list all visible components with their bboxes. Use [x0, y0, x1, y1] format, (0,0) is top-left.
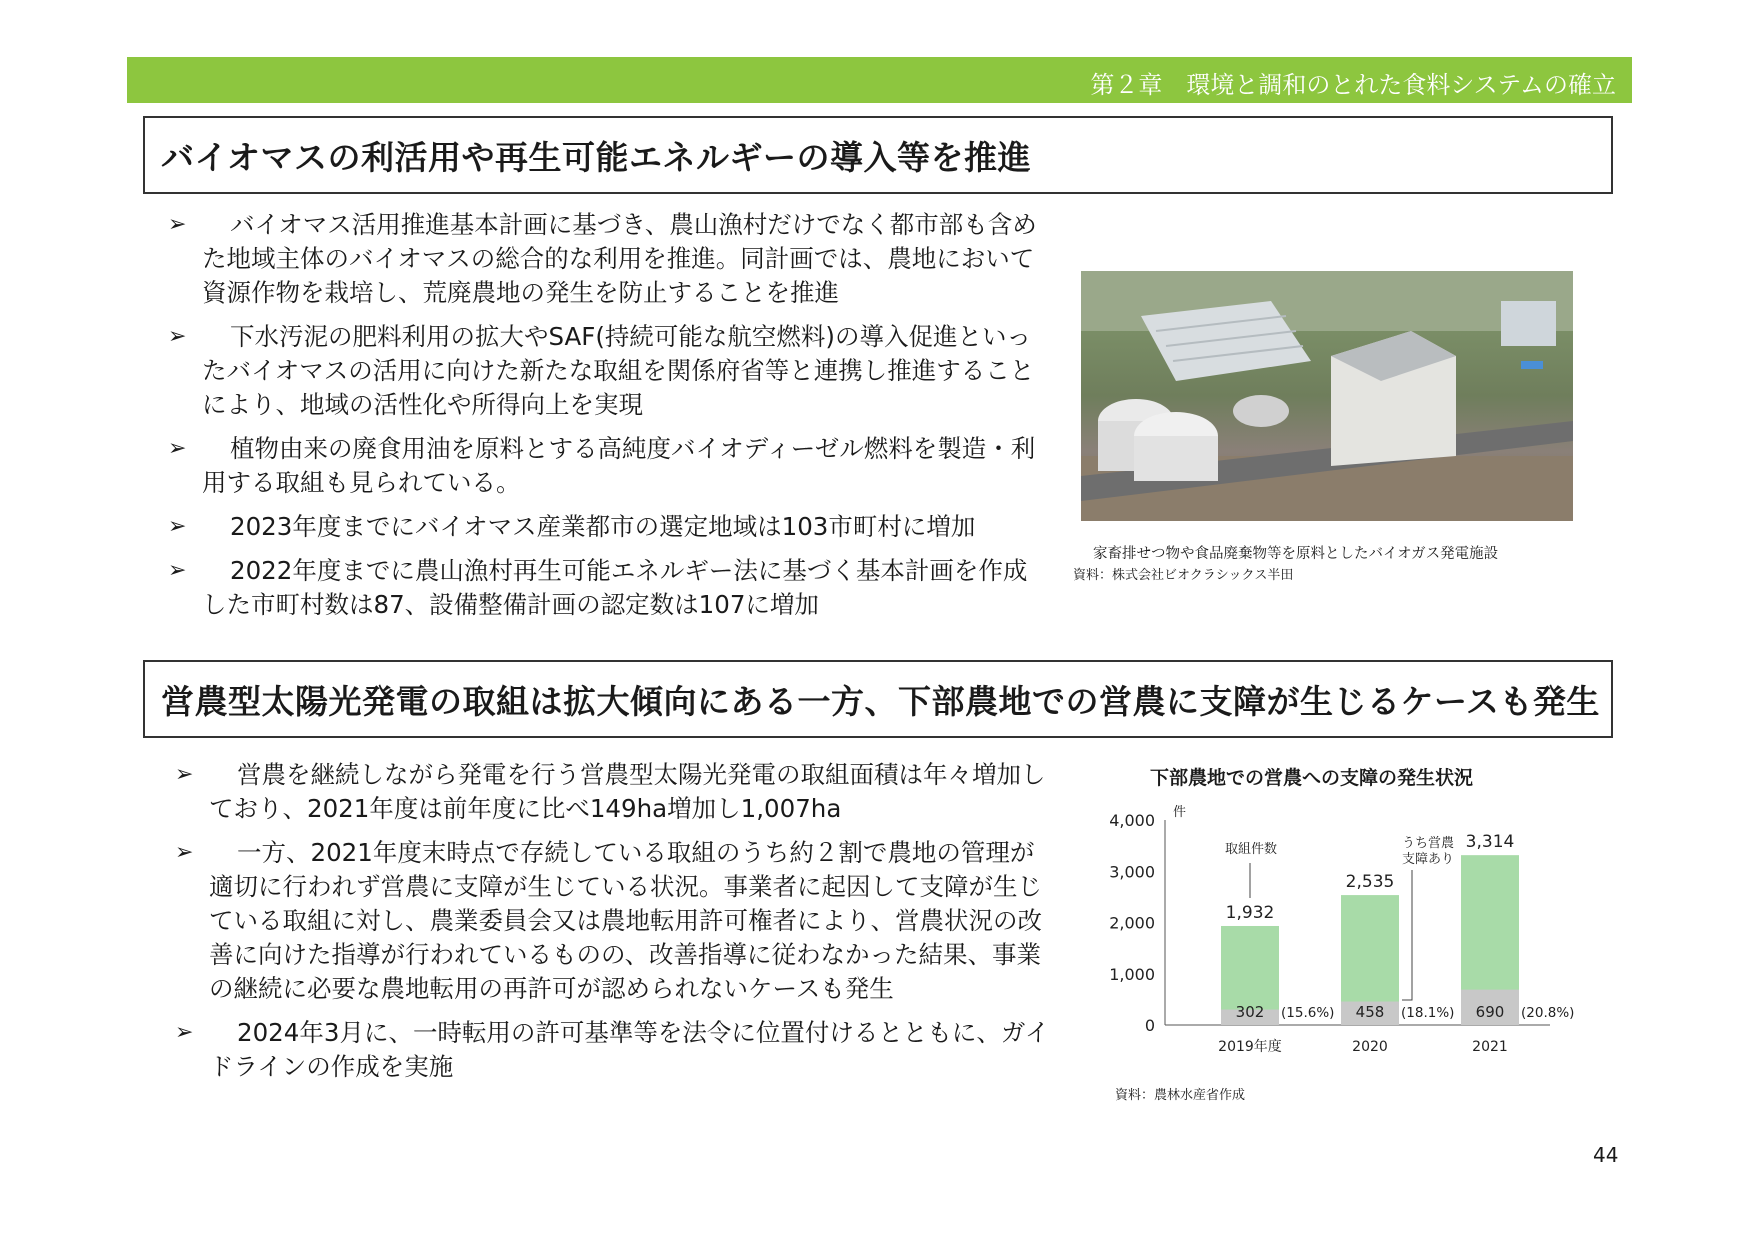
bullet-arrow-icon: ➢ [168, 212, 187, 237]
x-tick-label: 2019年度 [1218, 1039, 1282, 1055]
data-label-disrupted: 458 [1355, 1003, 1385, 1021]
list-item: ➢ 一方、2021年度末時点で存続している取組のうち約２割で農地の管理が適切に行われず営農に支障が生じている状況。事業者に起因して支障が生じている取組に対し、農業委員会又は農地転用許可権者により、営農状況の改善に向けた指導が行われているものの、改善指導に従わなかった結果、事業の継続に必要な農地転用の再許可が認められないケースも発生 [175, 838, 1042, 1003]
data-label-share: (18.1%) [1401, 1005, 1455, 1021]
y-tick-label: 2,000 [1109, 913, 1155, 933]
data-label-share: (20.8%) [1521, 1005, 1575, 1021]
data-label-disrupted: 690 [1475, 1003, 1505, 1021]
annotation-sub-line1: うち営農 [1402, 836, 1455, 851]
list-item: ➢ 植物由来の廃食用油を原料とする高純度バイオディーゼル燃料を製造・利用する取組も見られている。 [168, 434, 1036, 497]
chart-source: 資料：農林水産省作成 [1115, 1088, 1246, 1103]
y-tick-label: 4,000 [1109, 811, 1155, 830]
bullet-arrow-icon: ➢ [168, 558, 187, 583]
bullet-list-biomass [168, 208, 1047, 632]
chapter-header-bar [127, 57, 1632, 103]
x-tick-label: 2021 [1472, 1039, 1508, 1055]
section-title-solar: 営農型太陽光発電の取組は拡大傾向にある一方、下部農地での営農に支障が生じるケースも発生 [161, 682, 1600, 721]
list-item: ➢ 営農を継続しながら発電を行う営農型太陽光発電の取組面積は年々増加しており、2021年度は前年度に比べ149ha増加し1,007ha [175, 760, 1046, 823]
bar-chart [1090, 795, 1590, 1075]
bullet-arrow-icon: ➢ [175, 1020, 194, 1045]
photo-source: 資料：株式会社ビオクラシックス半田 [1073, 568, 1294, 583]
y-tick-label: 0 [1144, 1016, 1155, 1035]
bullet-arrow-icon: ➢ [175, 762, 194, 787]
y-tick-label: 3,000 [1109, 862, 1155, 882]
bullet-arrow-icon: ➢ [175, 840, 194, 865]
section-title-box-solar [143, 660, 1613, 738]
list-item: ➢ バイオマス活用推進基本計画に基づき、農山漁村だけでなく都市部も含めた地域主体のバイオマスの総合的な利用を推進。同計画では、農地において資源作物を栽培し、荒廃農地の発生を防止することを推進 [168, 210, 1037, 307]
data-label-total: 3,314 [1465, 832, 1515, 853]
bullet-arrow-icon: ➢ [168, 324, 187, 349]
y-tick-label: 1,000 [1109, 964, 1155, 984]
x-tick-label: 2020 [1352, 1039, 1388, 1055]
data-label-total: 2,535 [1345, 872, 1395, 893]
list-item: ➢ 2022年度までに農山漁村再生可能エネルギー法に基づく基本計画を作成した市町村数は87、設備整備計画の認定数は107に増加 [168, 556, 1028, 619]
data-label-share: (15.6%) [1281, 1005, 1335, 1021]
list-item: ➢ 下水汚泥の肥料利用の拡大やSAF(持続可能な航空燃料)の導入促進といったバイオマスの活用に向けた新たな取組を関係府省等と連携し推進することにより、地域の活性化や所得向上を実現 [168, 322, 1035, 419]
data-label-disrupted: 302 [1235, 1003, 1265, 1021]
annotation-total: 取組件数 [1225, 842, 1278, 857]
bullet-list-solar [175, 758, 1054, 1094]
section-title-biomass: バイオマスの利活用や再生可能エネルギーの導入等を推進 [161, 138, 1032, 177]
list-item: ➢ 2023年度までにバイオマス産業都市の選定地域は103市町村に増加 [168, 510, 1047, 544]
list-item: ➢ 2024年3月に、一時転用の許可基準等を法令に位置付けるとともに、ガイドラインの作成を実施 [175, 1018, 1050, 1081]
section-title-box-biomass [143, 116, 1613, 194]
annotation-sub-line2: 支障あり [1402, 852, 1455, 867]
photo-caption-text: 家畜排せつ物や食品廃棄物等を原料としたバイオガス発電施設 [1093, 546, 1499, 562]
chart-title: 下部農地での営農への支障の発生状況 [1150, 767, 1474, 789]
bullet-arrow-icon: ➢ [168, 514, 187, 539]
page-number: 44 [1593, 1143, 1619, 1167]
photo-caption [1073, 544, 1498, 586]
data-label-total: 1,932 [1225, 902, 1275, 923]
annotation-leader [1402, 870, 1412, 1000]
biogas-plant-photo [1081, 271, 1573, 521]
bullet-arrow-icon: ➢ [168, 436, 187, 461]
y-axis-unit: 件 [1173, 805, 1187, 820]
chapter-title: 第２章 環境と調和のとれた食料システムの確立 [1090, 71, 1616, 99]
